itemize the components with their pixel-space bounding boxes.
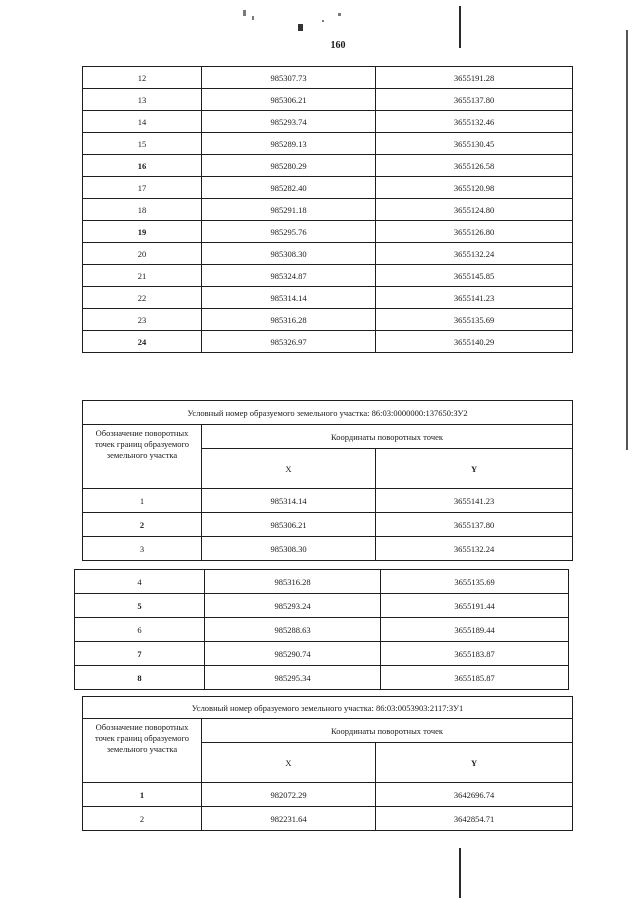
x-coordinate-cell: 985306.21: [202, 89, 376, 111]
y-coordinate-cell: 3655132.24: [376, 243, 573, 265]
y-coordinate-cell: 3655126.80: [376, 221, 573, 243]
point-cell: 2: [83, 807, 202, 831]
table-row: [83, 243, 573, 265]
coordinates-table-continued: [82, 66, 573, 353]
y-coordinate-cell: 3655124.80: [376, 199, 573, 221]
coordinates-table-zu2: [82, 400, 573, 561]
x-coordinate-cell: 985316.28: [202, 309, 376, 331]
coords-header: Координаты поворотных точек: [202, 719, 573, 743]
y-coordinate-cell: 3655137.80: [376, 513, 573, 537]
table-row: [83, 537, 573, 561]
point-cell: 21: [83, 265, 202, 287]
scan-speck: [243, 10, 246, 16]
y-column-header: Y: [376, 449, 573, 489]
point-cell: 19: [83, 221, 202, 243]
coordinates-table-zu1: [82, 696, 573, 831]
x-coordinate-cell: 985308.30: [202, 243, 376, 265]
scan-speck: [298, 24, 303, 31]
table-row: [83, 111, 573, 133]
x-coordinate-cell: 985314.14: [202, 287, 376, 309]
point-cell: 20: [83, 243, 202, 265]
table-row: [75, 594, 569, 618]
page-number: 160: [330, 40, 346, 51]
table-row: [83, 89, 573, 111]
x-coordinate-cell: 985324.87: [202, 265, 376, 287]
point-cell: 7: [75, 642, 205, 666]
point-cell: 15: [83, 133, 202, 155]
point-cell: 14: [83, 111, 202, 133]
x-coordinate-cell: 985293.24: [205, 594, 381, 618]
coordinates-table-zu2-continued: [74, 569, 569, 690]
x-coordinate-cell: 985295.76: [202, 221, 376, 243]
section-title-zu2: Условный номер образуемого земельного участка: 86:03:0000000:137650:ЗУ2: [83, 401, 573, 425]
x-coordinate-cell: 985293.74: [202, 111, 376, 133]
point-cell: 18: [83, 199, 202, 221]
table-row: [83, 199, 573, 221]
x-coordinate-cell: 985306.21: [202, 513, 376, 537]
table-row: [75, 642, 569, 666]
y-coordinate-cell: 3655132.46: [376, 111, 573, 133]
x-column-header: X: [202, 449, 376, 489]
table-row: [75, 570, 569, 594]
table-row: [83, 133, 573, 155]
table-row: [83, 177, 573, 199]
point-cell: 22: [83, 287, 202, 309]
coords-header: Координаты поворотных точек: [202, 425, 573, 449]
table-row: [83, 783, 573, 807]
point-cell: 3: [83, 537, 202, 561]
y-coordinate-cell: 3655145.85: [376, 265, 573, 287]
y-coordinate-cell: 3655141.23: [376, 489, 573, 513]
y-coordinate-cell: 3655130.45: [376, 133, 573, 155]
table-row: [83, 309, 573, 331]
point-designation-header: Обозначение поворотных точек границ образуемого земельного участка: [83, 719, 202, 783]
y-coordinate-cell: 3655126.58: [376, 155, 573, 177]
x-coordinate-cell: 985308.30: [202, 537, 376, 561]
point-cell: 13: [83, 89, 202, 111]
x-coordinate-cell: 985307.73: [202, 67, 376, 89]
y-coordinate-cell: 3655140.29: [376, 331, 573, 353]
x-coordinate-cell: 985280.29: [202, 155, 376, 177]
section-title-zu1: Условный номер образуемого земельного участка: 86:03:0053903:2117:ЗУ1: [83, 697, 573, 719]
point-cell: 23: [83, 309, 202, 331]
point-cell: 16: [83, 155, 202, 177]
y-coordinate-cell: 3655141.23: [376, 287, 573, 309]
scan-speck: [252, 16, 254, 20]
table-row: [75, 618, 569, 642]
point-cell: 2: [83, 513, 202, 537]
table-row: [83, 489, 573, 513]
point-designation-header: Обозначение поворотных точек границ образуемого земельного участка: [83, 425, 202, 489]
x-coordinate-cell: 985291.18: [202, 199, 376, 221]
y-coordinate-cell: 3642854.71: [376, 807, 573, 831]
point-cell: 4: [75, 570, 205, 594]
point-cell: 5: [75, 594, 205, 618]
y-coordinate-cell: 3655191.28: [376, 67, 573, 89]
table-row: [83, 67, 573, 89]
x-coordinate-cell: 985288.63: [205, 618, 381, 642]
table-row: [83, 807, 573, 831]
y-coordinate-cell: 3655132.24: [376, 537, 573, 561]
x-coordinate-cell: 985314.14: [202, 489, 376, 513]
point-cell: 8: [75, 666, 205, 690]
table-row: [83, 265, 573, 287]
table-row: [83, 287, 573, 309]
table-row: [83, 221, 573, 243]
table-row: [83, 513, 573, 537]
table-row: [83, 331, 573, 353]
x-coordinate-cell: 985282.40: [202, 177, 376, 199]
x-coordinate-cell: 985326.97: [202, 331, 376, 353]
y-column-header: Y: [376, 743, 573, 783]
point-cell: 6: [75, 618, 205, 642]
y-coordinate-cell: 3655137.80: [376, 89, 573, 111]
y-coordinate-cell: 3655189.44: [381, 618, 569, 642]
x-coordinate-cell: 982072.29: [202, 783, 376, 807]
point-cell: 17: [83, 177, 202, 199]
y-coordinate-cell: 3655135.69: [376, 309, 573, 331]
y-coordinate-cell: 3642696.74: [376, 783, 573, 807]
y-coordinate-cell: 3655191.44: [381, 594, 569, 618]
scan-vertical-line: [459, 6, 461, 48]
point-cell: 1: [83, 489, 202, 513]
scan-speck: [322, 20, 324, 22]
x-column-header: X: [202, 743, 376, 783]
point-cell: 24: [83, 331, 202, 353]
x-coordinate-cell: 982231.64: [202, 807, 376, 831]
point-cell: 1: [83, 783, 202, 807]
point-cell: 12: [83, 67, 202, 89]
scan-speck: [338, 13, 341, 16]
table-row: [83, 155, 573, 177]
y-coordinate-cell: 3655135.69: [381, 570, 569, 594]
x-coordinate-cell: 985295.34: [205, 666, 381, 690]
scan-vertical-line: [626, 30, 628, 450]
table-row: [75, 666, 569, 690]
y-coordinate-cell: 3655185.87: [381, 666, 569, 690]
scan-vertical-line: [459, 848, 461, 898]
y-coordinate-cell: 3655183.87: [381, 642, 569, 666]
x-coordinate-cell: 985289.13: [202, 133, 376, 155]
y-coordinate-cell: 3655120.98: [376, 177, 573, 199]
x-coordinate-cell: 985316.28: [205, 570, 381, 594]
x-coordinate-cell: 985290.74: [205, 642, 381, 666]
